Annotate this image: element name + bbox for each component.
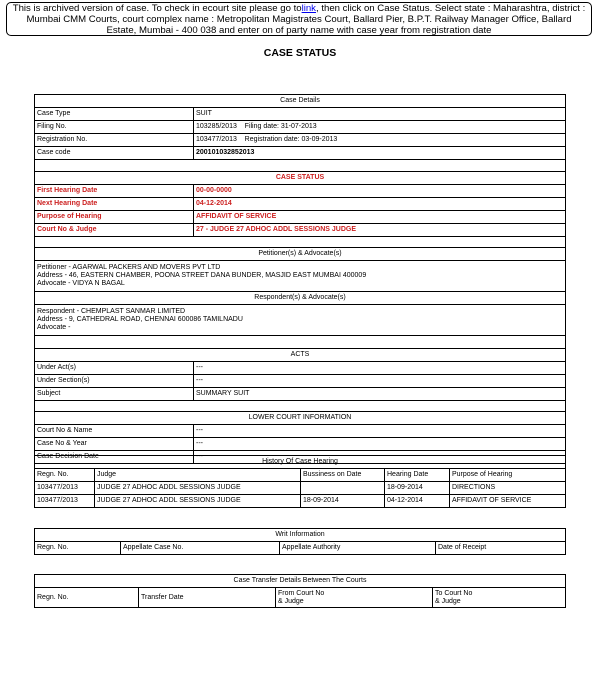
under-acts-label: Under Act(s)	[35, 362, 194, 375]
filing-no-label: Filing No.	[35, 121, 194, 134]
case-type-label: Case Type	[35, 108, 194, 121]
writ-col-appellate-case: Appellate Case No.	[121, 542, 280, 555]
history-hearing-date: 18-09-2014	[385, 482, 450, 495]
writ-col-regn: Regn. No.	[35, 542, 121, 555]
ecourt-link[interactable]: link	[301, 3, 316, 14]
court-value: 27 - JUDGE 27 ADHOC ADDL SESSIONS JUDGE	[194, 224, 566, 237]
respondent-address: Address - 9, CATHEDRAL ROAD, CHENNAI 600086 TAMILNADU	[37, 316, 243, 323]
notice-text-before: This is archived version of case. To check in ecourt site please go to	[12, 3, 302, 14]
next-hearing-value: 04-12-2014	[194, 198, 566, 211]
lower-court-name-value: ---	[194, 425, 566, 438]
registration-date-value: Registration date: 03-09-2013	[244, 136, 338, 143]
under-acts-value: ---	[194, 362, 566, 375]
history-judge: JUDGE 27 ADHOC ADDL SESSIONS JUDGE	[95, 495, 301, 508]
acts-header: ACTS	[35, 349, 566, 362]
lower-case-no-value: ---	[194, 438, 566, 451]
respondent-name: Respondent - CHEMPLAST SANMAR LIMITED	[37, 308, 186, 315]
from-court-line1: From Court No	[278, 589, 325, 597]
subject-label: Subject	[35, 388, 194, 401]
writ-header: Writ Information	[35, 529, 566, 542]
petitioner-advocate: Advocate - VIDYA N BAGAL	[37, 280, 125, 287]
purpose-value: AFFIDAVIT OF SERVICE	[194, 211, 566, 224]
case-code-value: 200101032852013	[194, 147, 566, 160]
archive-notice	[6, 2, 592, 36]
subject-value: SUMMARY SUIT	[194, 388, 566, 401]
history-col-business-date: Bussiness on Date	[301, 469, 385, 482]
to-court-line1: To Court No	[435, 589, 473, 597]
writ-info-table	[34, 528, 566, 555]
case-transfer-table	[34, 574, 566, 608]
case-code-label: Case code	[35, 147, 194, 160]
registration-no-value: 103477/2013	[196, 136, 237, 143]
filing-no-cell	[194, 121, 566, 134]
writ-col-appellate-authority: Appellate Authority	[280, 542, 436, 555]
transfer-col-to-court	[433, 588, 566, 608]
decision-date-value: ---	[194, 451, 566, 464]
under-sections-value: ---	[194, 375, 566, 388]
spacer-row	[35, 336, 566, 349]
petitioner-name: Petitioner - AGARWAL PACKERS AND MOVERS PVT LTD	[37, 264, 221, 271]
petitioner-header: Petitioner(s) & Advocate(s)	[35, 248, 566, 261]
first-hearing-value: 00-00-0000	[194, 185, 566, 198]
from-court-line2: & Judge	[278, 597, 304, 605]
filing-no-value: 103285/2013	[196, 123, 237, 130]
history-col-regn: Regn. No.	[35, 469, 95, 482]
spacer-row	[35, 160, 566, 172]
purpose-label: Purpose of Hearing	[35, 211, 194, 224]
writ-col-date-receipt: Date of Receipt	[436, 542, 566, 555]
spacer-row	[35, 401, 566, 412]
transfer-col-from-court	[276, 588, 433, 608]
registration-no-label: Registration No.	[35, 134, 194, 147]
history-regn: 103477/2013	[35, 495, 95, 508]
respondent-advocate: Advocate -	[37, 324, 71, 331]
transfer-col-date: Transfer Date	[139, 588, 276, 608]
table-row	[35, 495, 566, 508]
respondent-cell	[35, 305, 566, 336]
respondent-header: Respondent(s) & Advocate(s)	[35, 292, 566, 305]
petitioner-cell	[35, 261, 566, 292]
registration-no-cell	[194, 134, 566, 147]
spacer-row	[35, 237, 566, 248]
lower-court-name-label: Court No & Name	[35, 425, 194, 438]
filing-date-value: Filing date: 31-07-2013	[244, 123, 317, 130]
under-sections-label: Under Section(s)	[35, 375, 194, 388]
case-details-table	[34, 94, 566, 464]
hearing-history-table	[34, 455, 566, 508]
petitioner-address: Address - 46, EASTERN CHAMBER, POONA STREET DANA BUNDER, MASJID EAST MUMBAI 400009	[37, 272, 367, 279]
page-title: CASE STATUS	[263, 47, 337, 59]
transfer-header: Case Transfer Details Between The Courts	[35, 575, 566, 588]
history-business-date	[301, 482, 385, 495]
history-col-judge: Judge	[95, 469, 301, 482]
case-status-header: CASE STATUS	[35, 172, 566, 185]
history-header: History Of Case Hearing	[35, 456, 566, 469]
next-hearing-label: Next Hearing Date	[35, 198, 194, 211]
history-purpose: DIRECTIONS	[450, 482, 566, 495]
decision-date-label: Case Decision Date	[35, 451, 194, 464]
history-hearing-date: 04-12-2014	[385, 495, 450, 508]
history-col-purpose: Purpose of Hearing	[450, 469, 566, 482]
case-type-value: SUIT	[194, 108, 566, 121]
court-label: Court No & Judge	[35, 224, 194, 237]
first-hearing-label: First Hearing Date	[35, 185, 194, 198]
lower-court-header: LOWER COURT INFORMATION	[35, 412, 566, 425]
transfer-col-regn: Regn. No.	[35, 588, 139, 608]
lower-case-no-label: Case No & Year	[35, 438, 194, 451]
case-details-header: Case Details	[35, 95, 566, 108]
to-court-line2: & Judge	[435, 597, 461, 605]
table-row	[35, 482, 566, 495]
notice-text-after: , then click on Case Status. Select state : Maharashtra, district : Mumbai CMM Courts, court complex name : Metropolitan Magistrates Court, Ballard Pier, B.P.T. Railway Manager Office, Ballard Estate, Mumbai - 400 038 and enter on of party name with case year from registration date	[26, 3, 586, 37]
history-regn: 103477/2013	[35, 482, 95, 495]
history-business-date: 18-09-2014	[301, 495, 385, 508]
history-judge: JUDGE 27 ADHOC ADDL SESSIONS JUDGE	[95, 482, 301, 495]
history-purpose: AFFIDAVIT OF SERVICE	[450, 495, 566, 508]
history-col-hearing-date: Hearing Date	[385, 469, 450, 482]
